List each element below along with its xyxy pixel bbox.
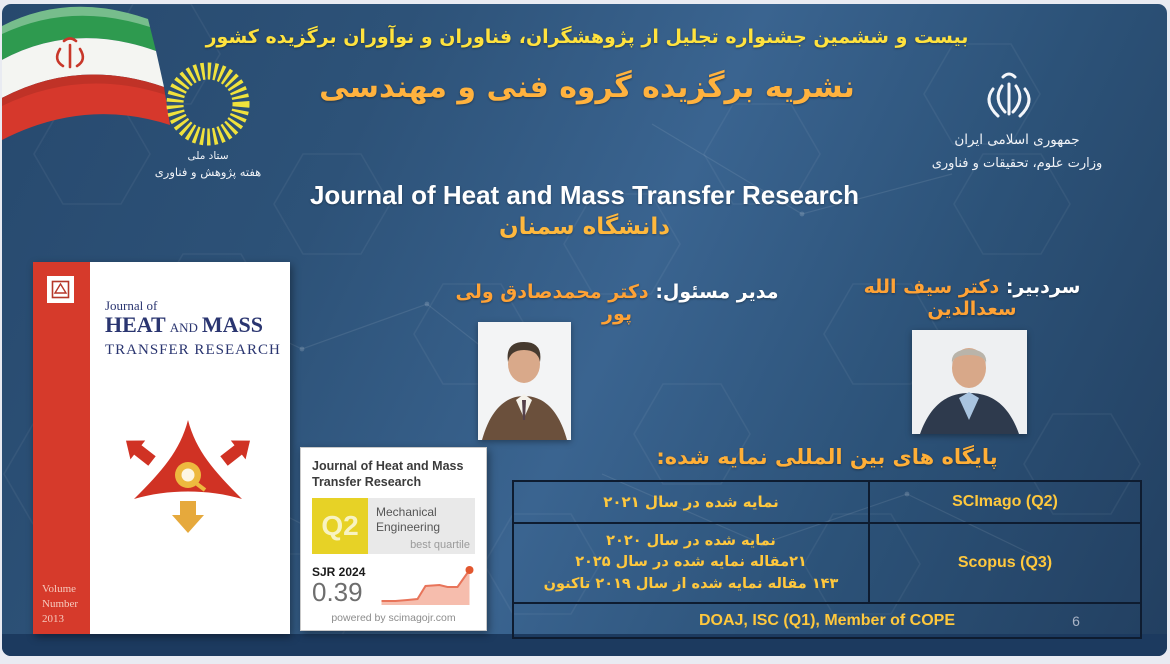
scopus-db-cell: Scopus (Q3) xyxy=(869,523,1141,603)
scopus-note-line1: نمایه شده در سال ۲۰۲۰ xyxy=(606,533,776,550)
scimago-title-line2: Transfer Research xyxy=(312,475,422,490)
scimago-title-line1: Journal of Heat and Mass xyxy=(312,459,464,473)
page-number: 6 xyxy=(1072,613,1080,629)
indexing-heading: پایگاه های بین المللی نمایه شده: xyxy=(656,445,998,469)
manager-caption xyxy=(452,281,782,325)
sjr-year-label: SJR 2024 xyxy=(312,565,366,580)
research-week-logo-icon xyxy=(160,56,256,152)
cover-journal-of: Journal of xyxy=(105,298,158,313)
award-title: نشریه برگزیده گروه فنی و مهندسی xyxy=(319,70,855,105)
cover-year: 2013 xyxy=(42,613,64,625)
cover-number: Number xyxy=(42,598,79,610)
editor-role-label: سردبیر: xyxy=(1005,276,1081,298)
iran-flag-icon xyxy=(2,4,185,156)
cover-spine xyxy=(33,262,90,634)
scimago-db-cell: SCImago (Q2) xyxy=(869,481,1141,523)
journal-title: Journal of Heat and Mass Transfer Research xyxy=(309,180,860,210)
editor-name: دکتر سیف الله سعدالدین xyxy=(863,276,1017,320)
editor-photo xyxy=(912,330,1027,434)
manager-photo xyxy=(478,322,571,440)
cover-emblem-icon xyxy=(103,390,273,590)
powered-by-label: powered by scimagojr.com xyxy=(331,611,456,624)
scopus-note-cell xyxy=(513,523,869,603)
scimago-note-cell: نمایه شده در سال ۲۰۲۱ xyxy=(513,481,869,523)
festival-title: بیست و ششمین جشنواره تجلیل از پژوهشگران، فناوران و نوآوران برگزیده کشور xyxy=(205,26,969,48)
best-quartile-label: best quartile xyxy=(410,538,470,551)
university-name: دانشگاه سمنان xyxy=(498,214,671,240)
quartile-badge: Q2 xyxy=(312,498,368,554)
table-row-scimago xyxy=(513,481,1141,523)
semnan-logo-icon xyxy=(51,280,70,299)
indexing-table xyxy=(512,480,1142,639)
cover-title-line2: TRANSFER RESEARCH xyxy=(105,342,281,358)
cover-title-mass: MASS xyxy=(201,312,264,337)
journal-cover xyxy=(33,262,290,634)
doaj-cell: DOAJ, ISC (Q1), Member of COPE xyxy=(513,603,1141,638)
scimago-category-line2: Engineering xyxy=(376,519,441,534)
ministry-label-line1: جمهوری اسلامی ایران xyxy=(954,132,1080,148)
research-week-label-line1: ستاد ملی xyxy=(187,150,229,162)
cover-title-heat: HEAT xyxy=(105,312,166,337)
scimago-badge xyxy=(300,447,487,631)
scimago-category-line1: Mechanical xyxy=(376,504,437,519)
scopus-note-line2: ۲۱مقاله نمایه شده در سال ۲۰۲۵ xyxy=(575,554,807,571)
manager-role-label: مدیر مسئول: xyxy=(655,281,779,303)
cover-title-line1 xyxy=(105,312,263,338)
semnan-logo-box xyxy=(47,276,74,303)
scopus-note-line3: ۱۴۳ مقاله نمایه شده از سال ۲۰۱۹ تاکنون xyxy=(543,575,839,592)
ministry-label-line2: وزارت علوم، تحقیقات و فناوری xyxy=(931,156,1103,171)
ministry-emblem-icon xyxy=(977,68,1041,128)
manager-name: دکتر محمدصادق ولی پور xyxy=(455,281,649,325)
table-row-doaj xyxy=(513,603,1141,638)
research-week-label-line2: هفته پژوهش و فناوری xyxy=(154,165,262,179)
editor-caption xyxy=(822,276,1122,320)
table-row-scopus xyxy=(513,523,1141,603)
cover-title-and: AND xyxy=(169,320,198,335)
cover-volume: Volume xyxy=(42,583,77,595)
sjr-value: 0.39 xyxy=(312,577,363,608)
sjr-sparkline-chart xyxy=(380,563,475,607)
presentation-slide xyxy=(2,4,1167,656)
